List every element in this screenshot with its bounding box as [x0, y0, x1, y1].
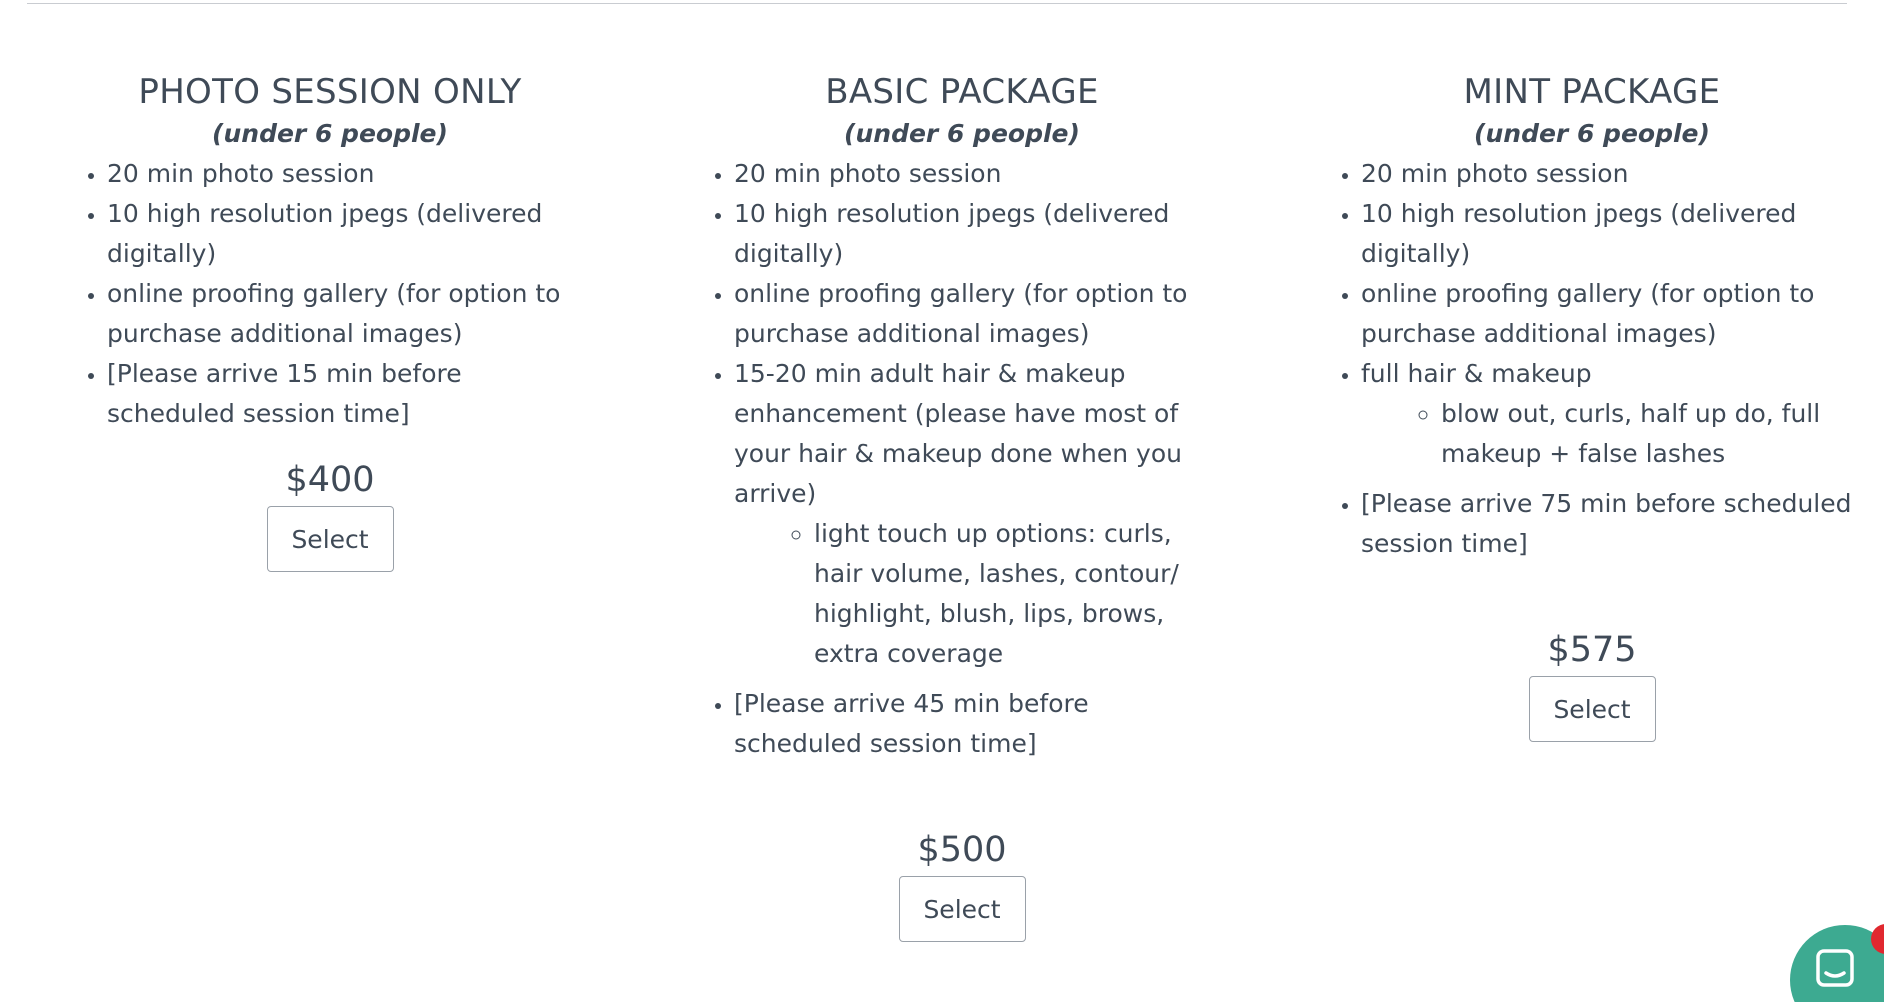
- feature-item: • 20 min photo session: [734, 154, 1219, 194]
- feature-item: • 10 high resolution jpegs (delivered digitally): [734, 194, 1219, 274]
- feature-sublist: [734, 514, 1219, 674]
- package-basic: [705, 70, 1219, 942]
- feature-item: • [Please arrive 45 min before scheduled session time]: [734, 684, 1219, 764]
- package-title: PHOTO SESSION ONLY: [138, 72, 522, 112]
- feature-item: • online proofing gallery (for option to purchase additional images): [1361, 274, 1852, 354]
- feature-item: • 10 high resolution jpegs (delivered digitally): [1361, 194, 1852, 274]
- price-block: [705, 828, 1219, 942]
- feature-list: [78, 154, 582, 434]
- package-subtitle: (under 6 people): [1474, 119, 1710, 148]
- price-block: [1332, 628, 1852, 742]
- feature-text: full hair & makeup: [1361, 359, 1592, 388]
- feature-item: • online proofing gallery (for option to purchase additional images): [734, 274, 1219, 354]
- feature-list: [1332, 154, 1852, 564]
- package-title: MINT PACKAGE: [1463, 72, 1721, 112]
- select-photo-session-button[interactable]: Select: [267, 506, 394, 572]
- package-price: $400: [285, 460, 375, 500]
- chat-bubble-icon: [1815, 948, 1855, 988]
- feature-subitem: ◦ light touch up options: curls, hair volume, lashes, contour/ highlight, blush, lips, brows, extra coverage: [814, 514, 1219, 674]
- divider: [27, 3, 1847, 4]
- feature-item-with-sublist: [1361, 354, 1852, 474]
- select-mint-package-button[interactable]: Select: [1529, 676, 1656, 742]
- feature-item-with-sublist: [734, 354, 1219, 674]
- feature-list: [705, 154, 1219, 764]
- feature-text: 15-20 min adult hair & makeup enhancement (please have most of your hair & makeup done when you arrive): [734, 359, 1182, 508]
- price-block: [78, 458, 582, 572]
- package-subtitle: (under 6 people): [844, 119, 1080, 148]
- feature-item: • [Please arrive 75 min before scheduled session time]: [1361, 484, 1852, 564]
- feature-item: • 10 high resolution jpegs (delivered digitally): [107, 194, 582, 274]
- package-price: $500: [917, 830, 1007, 870]
- package-price: $575: [1547, 630, 1637, 670]
- feature-item: • online proofing gallery (for option to purchase additional images): [107, 274, 582, 354]
- feature-item: • 20 min photo session: [1361, 154, 1852, 194]
- package-subtitle: (under 6 people): [212, 119, 448, 148]
- feature-item: • 20 min photo session: [107, 154, 582, 194]
- feature-subitem: ◦ blow out, curls, half up do, full makeup + false lashes: [1441, 394, 1852, 474]
- feature-sublist: [1361, 394, 1852, 474]
- chat-launcher-button[interactable]: [1790, 925, 1884, 1002]
- package-title: BASIC PACKAGE: [825, 72, 1099, 112]
- package-photo-session-only: [78, 70, 582, 572]
- package-mint: [1332, 70, 1852, 742]
- select-basic-package-button[interactable]: Select: [899, 876, 1026, 942]
- feature-item: • [Please arrive 15 min before scheduled session time]: [107, 354, 582, 434]
